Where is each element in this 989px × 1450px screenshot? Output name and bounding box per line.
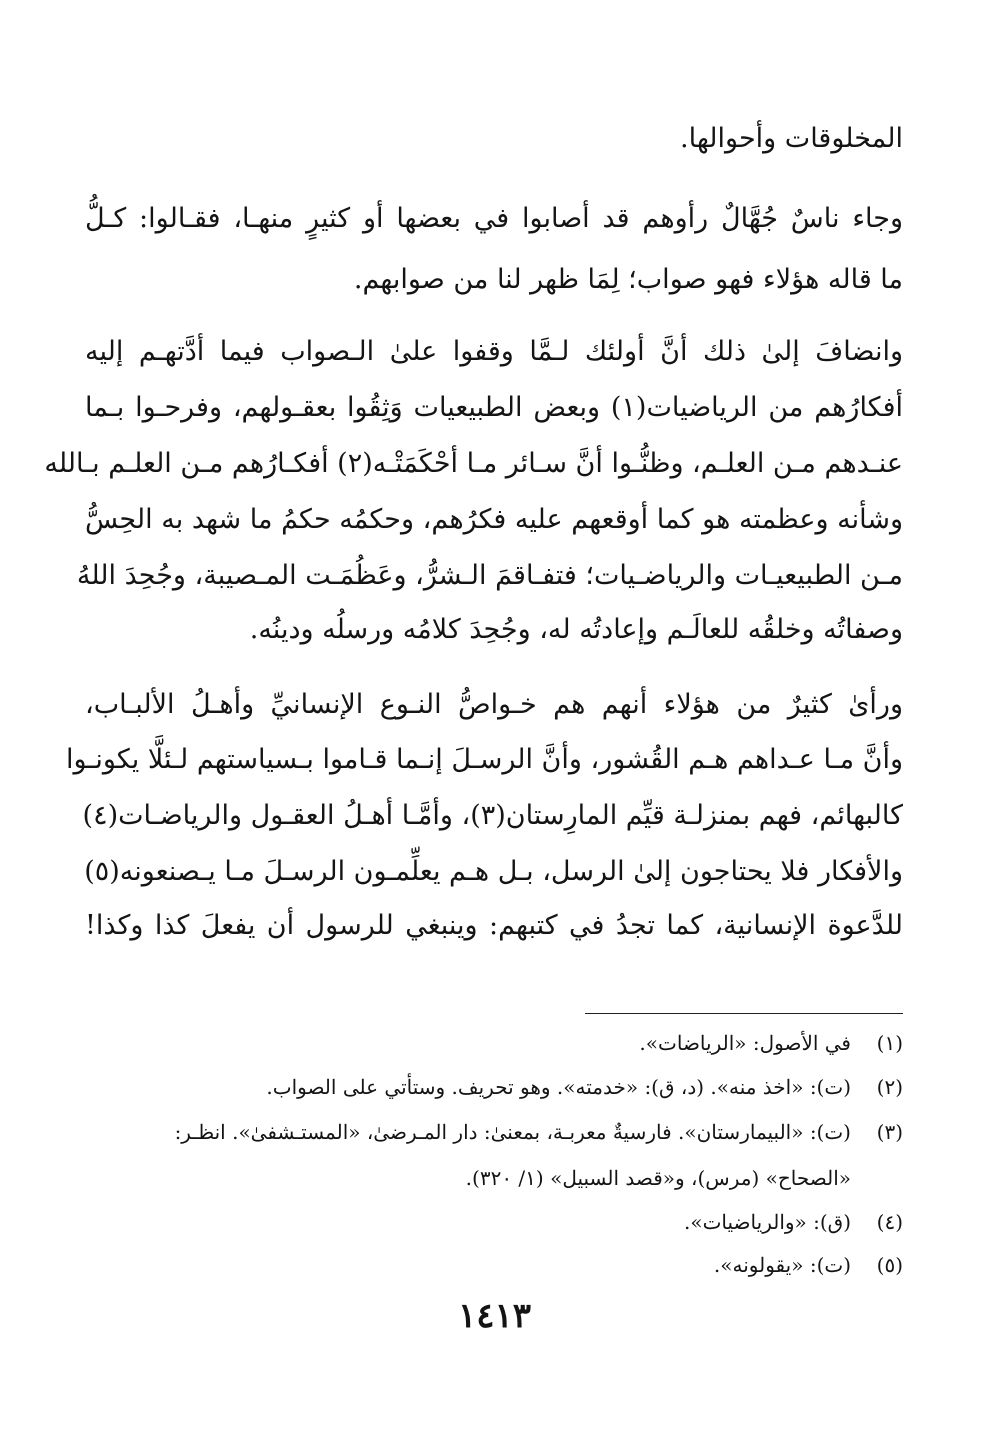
footnote-number: (٤)	[876, 1210, 903, 1234]
footnote-text: (ت): «البيمارستان». فارسيةٌ معربـة، بمعنىٰ: دار المـرضىٰ، «المستـشفىٰ». انظـر:	[174, 1120, 851, 1144]
footnote-text: (ت): «يقولونه».	[713, 1253, 851, 1277]
body-line: وصفاتُه وخلقُه للعالَـم وإعادتُه له، وجُحِدَ كلامُه ورسلُه ودينُه.	[249, 614, 903, 645]
body-line: والأفكار فلا يحتاجون إلىٰ الرسل، بـل هـم يعلِّمـون الرسـلَ مـا يـصنعونه(٥)	[84, 856, 903, 887]
footnote-number: (٥)	[876, 1253, 903, 1277]
body-line: كالبهائم، فهم بمنزلـة قيِّم المارِستان(٣)، وأمَّـا أهـلُ العقـول والرياضـات(٤)	[82, 800, 903, 831]
body-line: أفكارُهم من الرياضيات(١) وبعض الطبيعيات وَثِقُوا بعقـولهم، وفرحـوا بـما	[85, 392, 903, 423]
footnote-text: في الأصول: «الرياضات».	[639, 1031, 851, 1055]
body-line: مـن الطبيعيـات والرياضـيات؛ فتفـاقمَ الـشرُّ، وعَظُمَـت المـصيبة، وجُحِدَ اللهُ	[76, 560, 903, 591]
footnote-text: (ت): «اخذ منه». (د، ق): «خدمته». وهو تحريف. وستأتي على الصواب.	[266, 1075, 851, 1099]
footnote-number: (٣)	[876, 1120, 903, 1144]
footnote	[85, 1072, 903, 1102]
body-line: وانضافَ إلىٰ ذلك أنَّ أولئك لـمَّا وقفوا علىٰ الـصواب فيما أدَّتهـم إليه	[85, 336, 903, 367]
body-line: للدَّعوة الإنسانية، كما تجدُ في كتبهم: وينبغي للرسول أن يفعلَ كذا وكذا!	[85, 910, 903, 941]
footnote	[85, 1250, 903, 1280]
footnote-continuation: «الصحاح» (مرس)، و«قصد السبيل» (١/ ٣٢٠).	[465, 1166, 851, 1190]
footnote-number: (٢)	[876, 1075, 903, 1099]
body-line: عنـدهم مـن العلـم، وظنُّـوا أنَّ سـائر مـا أحْكَمَتْـه(٢) أفكـارُهم مـن العلـم بـالله	[44, 448, 903, 479]
footnote	[85, 1028, 903, 1058]
footnote	[85, 1207, 903, 1237]
body-line: وأنَّ مـا عـداهم هـم القُشور، وأنَّ الرسـلَ إنـما قـاموا بـسياستهم لـئلَّا يكونـوا	[66, 744, 903, 775]
body-line: وجاء ناسٌ جُهَّالٌ رأوهم قد أصابوا في بعضها أو كثيرٍ منهـا، فقـالوا: كـلُّ	[85, 203, 903, 234]
footnote-text: (ق): «والرياضيات».	[684, 1210, 851, 1234]
body-line: المخلوقات وأحوالها.	[680, 123, 903, 154]
page-number: ١٤١٣	[457, 1296, 532, 1336]
body-line: ما قاله هؤلاء فهو صواب؛ لِمَا ظهر لنا من صوابهم.	[353, 264, 903, 295]
body-line: ورأىٰ كثيرٌ من هؤلاء أنهم هم خـواصُّ النـوع الإنسانيِّ وأهـلُ الألبـاب،	[85, 689, 903, 720]
body-line: وشأنه وعظمته هو كما أوقعهم عليه فكرُهم، وحكمُه حكمُ ما شهد به الحِسُّ	[85, 504, 903, 535]
footnote	[85, 1117, 903, 1147]
footnote-separator	[585, 1013, 903, 1014]
footnote-number: (١)	[876, 1031, 903, 1055]
